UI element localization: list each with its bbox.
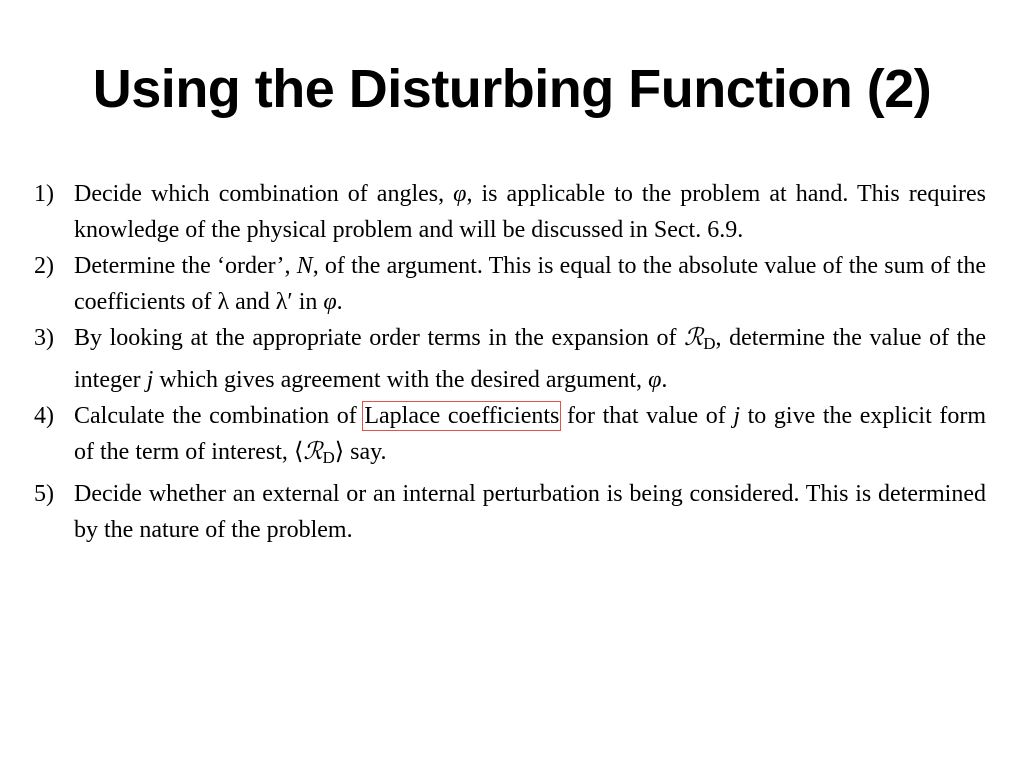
step-number: 1) xyxy=(34,181,54,207)
text-run: , is applicable to the problem at hand. This requires knowledge of the physical problem and will be discussed in Sect. 6.9. xyxy=(74,181,987,243)
lambda-symbol: λ xyxy=(217,289,230,315)
text-run: which gives agreement with the desired argument, xyxy=(153,367,649,393)
slide-title: Using the Disturbing Function (2) xyxy=(92,59,932,120)
phi-symbol: φ xyxy=(453,181,467,207)
text-run: Decide whether an external or an internal perturbation is being considered. This is determined by the nature of the problem. xyxy=(74,481,986,543)
text-run: . xyxy=(336,289,343,315)
phi-symbol: φ xyxy=(648,367,662,393)
r-symbol: ℛ xyxy=(303,439,323,465)
n-symbol: N xyxy=(296,253,313,279)
text-run: Determine the ‘order’, xyxy=(74,253,297,279)
text-run: By looking at the appropriate order terms in the expansion of xyxy=(74,325,685,351)
open-bracket: ⟨ xyxy=(293,439,304,465)
r-subscript: D xyxy=(703,334,716,353)
step-5 xyxy=(34,476,986,548)
text-run: to give the explicit form of the term of interest, xyxy=(74,403,986,465)
text-run: Decide which combination of angles, xyxy=(74,181,454,207)
step-2 xyxy=(34,248,986,320)
text-run: Calculate the combination of xyxy=(74,403,365,429)
text-run: , of the argument. This is equal to the absolute value of the sum of the coefficients of xyxy=(74,253,986,315)
r-subscript: D xyxy=(322,448,335,467)
step-text xyxy=(74,320,986,398)
text-run: and xyxy=(229,289,276,315)
phi-symbol: φ xyxy=(323,289,337,315)
step-text xyxy=(74,476,986,548)
step-list xyxy=(34,176,986,548)
step-text xyxy=(74,248,986,320)
step-text xyxy=(74,176,986,248)
step-number: 3) xyxy=(34,325,54,351)
text-run: say. xyxy=(344,439,387,465)
step-1 xyxy=(34,176,986,248)
r-symbol: ℛ xyxy=(684,325,704,351)
step-3 xyxy=(34,320,986,398)
step-number: 2) xyxy=(34,253,54,279)
j-symbol: j xyxy=(146,367,154,393)
text-run: for that value of xyxy=(559,403,734,429)
text-run: in xyxy=(292,289,324,315)
j-symbol: j xyxy=(733,403,741,429)
step-number: 4) xyxy=(34,403,54,429)
step-number: 5) xyxy=(34,481,54,507)
text-run: . xyxy=(661,367,668,393)
text-run: , determine the value of the integer xyxy=(74,325,987,393)
step-text xyxy=(74,398,986,476)
close-bracket: ⟩ xyxy=(334,439,345,465)
lambda-prime-symbol: λ′ xyxy=(275,289,293,315)
highlight-box: Laplace coefficients xyxy=(364,403,560,429)
step-4 xyxy=(34,398,986,476)
